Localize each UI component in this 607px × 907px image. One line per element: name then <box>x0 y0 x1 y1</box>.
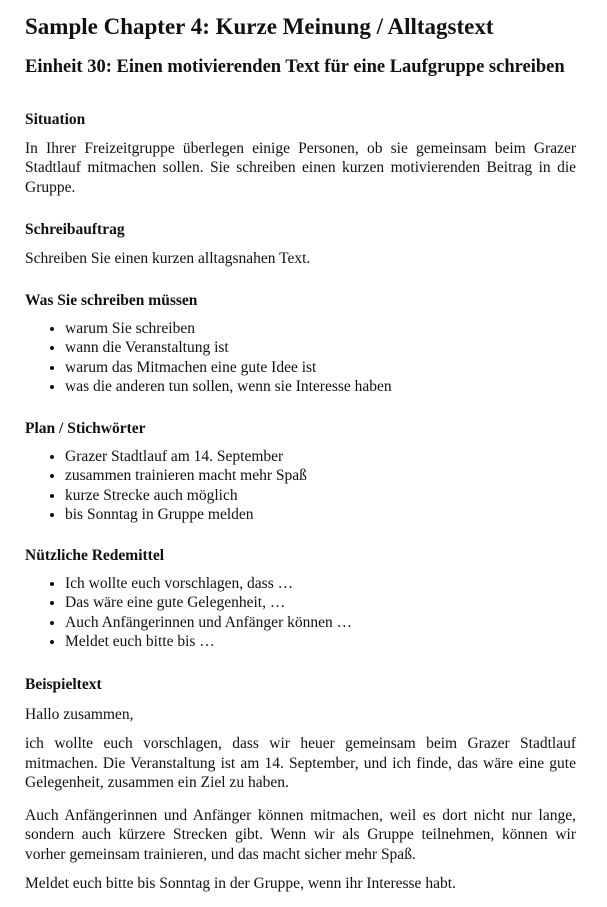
list-item: • kurze Strecke auch möglich <box>65 486 576 505</box>
situation-section <box>25 110 576 197</box>
task-section <box>25 220 576 268</box>
list-item: • warum Sie schreiben <box>65 319 576 338</box>
task-text: Schreiben Sie einen kurzen alltagsnahen Text. <box>25 250 311 267</box>
situation-text: In Ihrer Freizeitgruppe überlegen einige Personen, ob sie gemeinsam beim Grazer Stadtlauf mitmachen sollen. Sie schreiben einen kurzen motivierenden Beitrag in die Gruppe. <box>25 140 576 196</box>
sample-closing: Meldet euch bitte bis Sonntag in der Gruppe, wenn ihr Interesse habt. <box>25 875 456 893</box>
sample-paragraph: Auch Anfängerinnen und Anfänger können mitmachen, weil es dort nicht nur lange, sondern auch kürzere Strecken gibt. Wenn wir als Gruppe teilnehmen, können wir vorher gemeinsam trainieren, und das macht sicher mehr Spaß. <box>25 807 576 863</box>
list-item: • Ich wollte euch vorschlagen, dass … <box>65 574 576 593</box>
task-heading: Schreibauftrag <box>25 221 125 238</box>
list-item: • Auch Anfängerinnen und Anfänger können … <box>65 613 576 632</box>
chapter-title: Sample Chapter 4: Kurze Meinung / Alltagstext <box>25 14 494 39</box>
sample-heading: Beispieltext <box>25 676 102 693</box>
phrases-section <box>25 546 576 651</box>
chapter-title-block <box>25 13 576 41</box>
list-item: • Das wäre eine gute Gelegenheit, … <box>65 593 576 612</box>
list-item: • was die anderen tun sollen, wenn sie Interesse haben <box>65 377 576 396</box>
list-item: • wann die Veranstaltung ist <box>65 338 576 357</box>
list-item: • warum das Mitmachen eine gute Idee ist <box>65 358 576 377</box>
phrases-list <box>25 574 576 651</box>
unit-title: Einheit 30: Einen motivierenden Text für eine Laufgruppe schreiben <box>25 57 565 77</box>
list-item: • Meldet euch bitte bis … <box>65 632 576 651</box>
sample-section <box>25 675 576 893</box>
plan-list <box>25 447 576 524</box>
list-item: • Grazer Stadtlauf am 14. September <box>65 447 576 466</box>
requirements-section <box>25 291 576 396</box>
sample-paragraph: ich wollte euch vorschlagen, dass wir heuer gemeinsam beim Grazer Stadtlauf mitmachen. Die Veranstaltung ist am 14. September, und ich finde, das wäre eine gute Gelegenheit, zusammen ein Ziel zu haben. <box>25 735 576 791</box>
plan-section <box>25 419 576 524</box>
plan-heading: Plan / Stichwörter <box>25 420 146 437</box>
phrases-heading: Nützliche Redemittel <box>25 547 165 564</box>
list-item: • bis Sonntag in Gruppe melden <box>65 505 576 524</box>
unit-title-block <box>25 57 576 78</box>
requirements-list <box>25 319 576 396</box>
requirements-heading: Was Sie schreiben müssen <box>25 292 198 309</box>
list-item: • zusammen trainieren macht mehr Spaß <box>65 466 576 485</box>
situation-heading: Situation <box>25 111 86 128</box>
sample-greeting: Hallo zusammen, <box>25 706 134 723</box>
